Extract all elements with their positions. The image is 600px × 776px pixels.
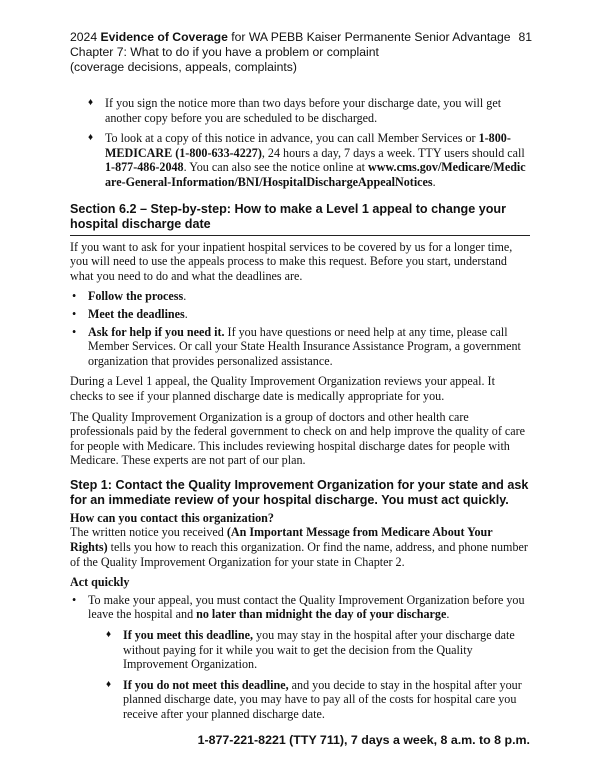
page-footer: 1-877-221-8221 (TTY 711), 7 days a week, 8 a.m. to 8 p.m. (197, 733, 530, 747)
bullet-follow-process: • Follow the process. (70, 289, 530, 304)
contact-answer: The written notice you received (An Important Message from Medicare About Your Rights) tells you how to reach this organization. Or find the name, address, and phone number of the Quality Improvement Organization for your state in Chapter 2. (70, 525, 528, 569)
header-title-rest: for WA PEBB Kaiser Permanente Senior Advantage (231, 30, 511, 44)
diamond-bullet-1: ♦ If you sign the notice more than two days before your discharge date, you will get another copy before you are scheduled to be discharged. (70, 96, 530, 125)
header-chapter: Chapter 7: What to do if you have a problem or complaint (70, 45, 379, 59)
header-year: 2024 (70, 30, 98, 44)
page-number: 81 (518, 30, 532, 44)
header-chapter-sub: (coverage decisions, appeals, complaints) (70, 60, 297, 74)
act-sub-bullets (70, 628, 530, 722)
section-intro: If you want to ask for your inpatient hospital services to be covered by us for a longer time, you will need to use the appeals process to make this request. Before you start, understand what you need to do and what the deadlines are. (70, 239, 513, 283)
section-heading: Section 6.2 – Step-by-step: How to make a Level 1 appeal to change your hospital discharge date (70, 202, 530, 236)
contact-question: How can you contact this organization? (70, 510, 274, 525)
act-quickly-bullet: • To make your appeal, you must contact the Quality Improvement Organization before you leave the hospital and no later than midnight the day of your discharge. (70, 593, 530, 622)
bullet-ask-help: • Ask for help if you need it. If you have questions or need help at any time, please call Member Services. Or call your State Health Insurance Assistance Program, a government organization that provides personalized assistance. (70, 325, 530, 369)
diamond-meet-deadline: ♦ If you meet this deadline, you may stay in the hospital after your discharge date without paying for it while you wait to get the decision from the Quality Improvement Organization. (88, 628, 530, 672)
para-level1: During a Level 1 appeal, the Quality Improvement Organization reviews your appeal. It checks to see if your planned discharge date is medically appropriate for you. (70, 374, 495, 403)
header-title-bold: Evidence of Coverage (100, 30, 228, 44)
bullet-meet-deadlines: • Meet the deadlines. (70, 307, 530, 322)
medicare-phone: 1-800-MEDICARE (1-800-633-4227) (105, 131, 511, 160)
diamond-miss-deadline: ♦ If you do not meet this deadline, and you decide to stay in the hospital after your planned discharge date, you may have to pay all of the costs for hospital care you receive after your planned discharge date. (88, 678, 530, 722)
header-title (70, 30, 532, 45)
step1-heading: Step 1: Contact the Quality Improvement Organization for your state and ask for an immediate review of your hospital discharge. You must act quickly. (70, 477, 529, 508)
para-qio: The Quality Improvement Organization is a group of doctors and other health care professionals paid by the federal government to check on and help improve the quality of care for people with Medicare. This includes reviewing hospital discharge dates for people with Medicare. These experts are not part of our plan. (70, 409, 526, 468)
diamond-bullet-2: ♦ To look at a copy of this notice in advance, you can call Member Services or 1-800-MEDICARE (1-800-633-4227), 24 hours a day, 7 days a week. TTY users should call 1-877-486-2048. You can also see the notice online at www.cms.gov/Medicare/Medicare-General-Information/BNI/HospitalDischargeAppealNotices. (70, 131, 530, 189)
page-content (70, 96, 530, 728)
tty-phone: 1-877-486-2048 (105, 160, 184, 175)
page-header (70, 30, 532, 75)
notice-url[interactable]: www.cms.gov/Medicare/Medicare-General-Information/BNI/HospitalDischargeAppealNotices (105, 160, 526, 189)
act-quickly-heading: Act quickly (70, 575, 130, 590)
